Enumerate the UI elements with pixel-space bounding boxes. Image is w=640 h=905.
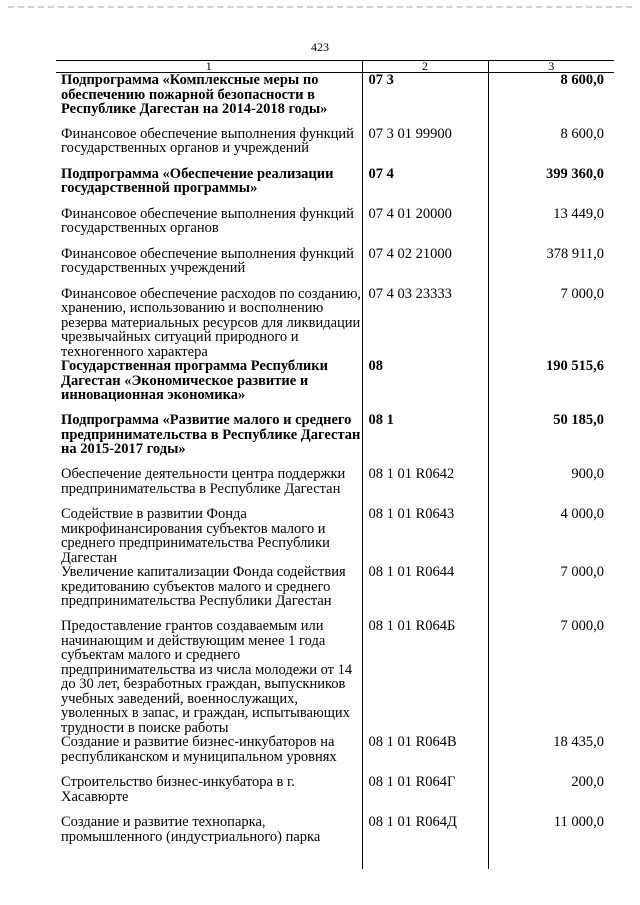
table-row (56, 287, 614, 360)
table-row (56, 467, 614, 507)
table-row (56, 735, 614, 775)
row-code: 07 4 02 21000 (362, 247, 488, 287)
row-name: Финансовое обеспечение выполнения функций государственных органов и учреждений (56, 127, 362, 167)
row-name: Создание и развитие бизнес-инкубаторов на республиканском и муниципальном уровнях (56, 735, 362, 775)
column-header-3: 3 (488, 61, 614, 73)
row-amount: 7 000,0 (488, 619, 614, 735)
row-code: 08 1 01 R064В (362, 735, 488, 775)
row-code: 07 4 03 23333 (362, 287, 488, 360)
table-row (56, 73, 614, 127)
column-number-row (56, 61, 614, 73)
row-amount: 190 515,6 (488, 359, 614, 413)
row-name: Финансовое обеспечение расходов по созданию, хранению, использованию и восполнению резерва материальных ресурсов для ликвидации чрезвычайных ситуаций природного и техногенного характера (56, 287, 362, 360)
row-amount: 13 449,0 (488, 207, 614, 247)
table-row (56, 619, 614, 735)
row-amount: 8 600,0 (488, 127, 614, 167)
row-code: 08 1 01 R064Д (362, 815, 488, 869)
table-row (56, 507, 614, 565)
row-name: Строительство бизнес-инкубатора в г. Хасавюрте (56, 775, 362, 815)
row-name: Содействие в развитии Фонда микрофинансирования субъектов малого и среднего предпринимательства Республики Дагестан (56, 507, 362, 565)
row-name: Обеспечение деятельности центра поддержки предпринимательства в Республике Дагестан (56, 467, 362, 507)
table-row (56, 207, 614, 247)
table-row (56, 247, 614, 287)
row-code: 08 1 01 R064Б (362, 619, 488, 735)
row-name: Предоставление грантов создаваемым или начинающим и действующим менее 1 года субъектам малого и среднего предпринимательства из числа молодежи от 14 до 30 лет, безработных граждан, выпускников учебных заведений, военнослужащих, уволенных в запас, и граждан, испытывающих трудности в поиске работы (56, 619, 362, 735)
row-name: Финансовое обеспечение выполнения функций государственных учреждений (56, 247, 362, 287)
scan-edge-marks (8, 6, 632, 11)
row-amount: 11 000,0 (488, 815, 614, 869)
page-number: 423 (311, 40, 329, 54)
row-name: Подпрограмма «Комплексные меры по обеспечению пожарной безопасности в Республике Дагестан на 2014-2018 годы» (56, 73, 362, 127)
column-header-2: 2 (362, 61, 488, 73)
table-row (56, 565, 614, 619)
row-code: 08 1 01 R0642 (362, 467, 488, 507)
table-row (56, 815, 614, 869)
row-amount: 378 911,0 (488, 247, 614, 287)
row-code: 07 4 01 20000 (362, 207, 488, 247)
row-code: 08 (362, 359, 488, 413)
row-amount: 399 360,0 (488, 167, 614, 207)
table-row (56, 127, 614, 167)
table-row (56, 413, 614, 467)
row-amount: 200,0 (488, 775, 614, 815)
row-amount: 18 435,0 (488, 735, 614, 775)
row-code: 08 1 01 R0643 (362, 507, 488, 565)
row-amount: 50 185,0 (488, 413, 614, 467)
row-code: 08 1 01 R0644 (362, 565, 488, 619)
row-amount: 900,0 (488, 467, 614, 507)
row-amount: 7 000,0 (488, 565, 614, 619)
row-code: 07 4 (362, 167, 488, 207)
column-header-1: 1 (56, 61, 362, 73)
row-code: 07 3 (362, 73, 488, 127)
row-code: 08 1 (362, 413, 488, 467)
row-name: Государственная программа Республики Дагестан «Экономическое развитие и инновационная экономика» (56, 359, 362, 413)
budget-table (56, 60, 614, 869)
row-amount: 8 600,0 (488, 73, 614, 127)
row-amount: 4 000,0 (488, 507, 614, 565)
row-name: Финансовое обеспечение выполнения функций государственных органов (56, 207, 362, 247)
row-name: Подпрограмма «Развитие малого и среднего предпринимательства в Республике Дагестан на 2015-2017 годы» (56, 413, 362, 467)
row-amount: 7 000,0 (488, 287, 614, 360)
row-name: Увеличение капитализации Фонда содействия кредитованию субъектов малого и среднего предпринимательства Республики Дагестан (56, 565, 362, 619)
row-code: 07 3 01 99900 (362, 127, 488, 167)
row-code: 08 1 01 R064Г (362, 775, 488, 815)
row-name: Подпрограмма «Обеспечение реализации государственной программы» (56, 167, 362, 207)
table-row (56, 775, 614, 815)
table-row (56, 167, 614, 207)
row-name: Создание и развитие технопарка, промышленного (индустриального) парка (56, 815, 362, 869)
table-row (56, 359, 614, 413)
